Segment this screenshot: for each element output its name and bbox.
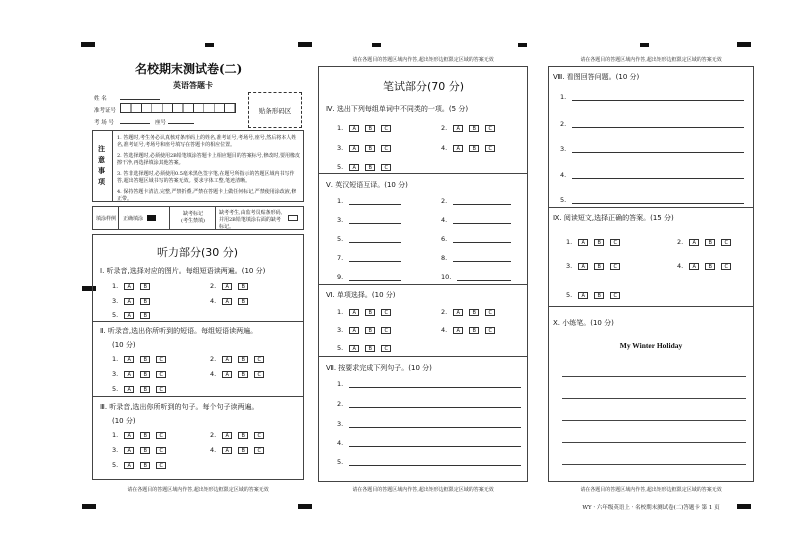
q-number: 1. xyxy=(112,431,119,439)
option-a[interactable]: A xyxy=(222,371,232,378)
listening-title: 听力部分(30 分) xyxy=(157,246,239,259)
option-a[interactable]: A xyxy=(349,345,359,352)
option-a[interactable]: A xyxy=(689,239,699,246)
answer-line[interactable] xyxy=(572,94,744,101)
option-c[interactable]: C xyxy=(381,309,391,316)
option-b[interactable]: B xyxy=(140,371,150,378)
option-b[interactable]: B xyxy=(365,309,375,316)
q-number: 8. xyxy=(441,254,448,262)
option-a[interactable]: A xyxy=(124,432,134,439)
answer-line[interactable] xyxy=(349,198,401,205)
q-number: 5. xyxy=(337,163,344,171)
q-number: 5. xyxy=(112,461,119,469)
sec6-heading: Ⅵ. 单项选择。(10 分) xyxy=(326,291,396,299)
timing-mark xyxy=(298,42,312,47)
q-number: 5. xyxy=(560,196,567,204)
option-a[interactable]: A xyxy=(124,312,134,319)
q-number: 1. xyxy=(112,355,119,363)
timing-mark xyxy=(372,43,381,47)
barcode-label: 贴条形码区 xyxy=(258,107,292,115)
note-item: 2. 答选择题时,必须使用2B铅笔填涂答题卡上相应题目的答案标号,修改时,要用橡皮擦干净,再选择填涂其他答案。 xyxy=(117,153,300,166)
barcode-area xyxy=(248,92,302,128)
option-c[interactable]: C xyxy=(254,356,264,363)
option-c[interactable]: C xyxy=(156,462,166,469)
fill-box xyxy=(92,206,304,230)
sec9-heading: Ⅸ. 阅读短文,选择正确的答案。(15 分) xyxy=(553,214,674,222)
notice-footer: 请在各题目的答题区域内作答,超出矩形边框限定区域的答案无效 xyxy=(127,487,269,493)
option-b[interactable]: B xyxy=(140,312,150,319)
timing-mark xyxy=(298,504,312,509)
writing-title: 笔试部分(70 分) xyxy=(383,80,465,93)
option-b[interactable]: B xyxy=(140,356,150,363)
option-b[interactable]: B xyxy=(594,263,604,270)
name-label: 姓 名 xyxy=(94,96,107,102)
option-b[interactable]: B xyxy=(238,356,248,363)
timing-mark xyxy=(205,43,214,47)
answer-line[interactable] xyxy=(453,198,511,205)
answer-line[interactable] xyxy=(572,172,744,179)
q-number: 2. xyxy=(210,282,217,290)
q-number: 9. xyxy=(337,273,344,281)
option-a[interactable]: A xyxy=(349,125,359,132)
q-number: 6. xyxy=(441,235,448,243)
answer-line[interactable] xyxy=(349,217,401,224)
sec1-heading: Ⅰ. 听录音,选择对应的图片。每组短语读两遍。(10 分) xyxy=(100,267,266,275)
q-number: 5. xyxy=(112,385,119,393)
option-a[interactable]: A xyxy=(453,145,463,152)
answer-line[interactable] xyxy=(453,236,511,243)
timing-mark xyxy=(737,42,751,47)
q-number: 1. xyxy=(337,380,344,388)
sec7-heading: Ⅶ. 按要求完成下列句子。(10 分) xyxy=(326,364,432,372)
option-a[interactable]: A xyxy=(222,283,232,290)
notice-footer: 请在各题目的答题区域内作答,超出矩形边框限定区域的答案无效 xyxy=(580,487,722,493)
q-number: 5. xyxy=(337,458,344,466)
q-number: 2. xyxy=(441,308,448,316)
q-number: 3. xyxy=(566,262,573,270)
answer-line[interactable] xyxy=(349,236,401,243)
option-c[interactable]: C xyxy=(381,145,391,152)
q-number: 4. xyxy=(677,262,684,270)
sec2-heading: Ⅱ. 听录音,选出你所听到的短语。每组短语读两遍。 xyxy=(100,327,258,335)
essay-line[interactable] xyxy=(562,442,746,443)
seat-no-field[interactable] xyxy=(168,116,194,124)
option-a[interactable]: A xyxy=(453,327,463,334)
option-a[interactable]: A xyxy=(222,298,232,305)
q-number: 4. xyxy=(337,439,344,447)
option-a[interactable]: A xyxy=(453,309,463,316)
note-item: 3. 答非选择题时,必须使用0.5毫米黑色签字笔,在题号所指示的答题区域内书写作答,超出答题区域书写的答案无效。要求字体工整,笔迹清晰。 xyxy=(117,171,295,184)
essay-line[interactable] xyxy=(562,376,746,377)
q-number: 5. xyxy=(112,311,119,319)
absent-label: 缺考标记 (考生禁填) xyxy=(181,211,205,224)
q-number: 1. xyxy=(566,238,573,246)
q-number: 5. xyxy=(337,344,344,352)
option-a[interactable]: A xyxy=(124,283,134,290)
option-a[interactable]: A xyxy=(124,386,134,393)
page-subtitle: 英语答题卡 xyxy=(173,80,213,90)
option-a[interactable]: A xyxy=(124,371,134,378)
option-c[interactable]: C xyxy=(485,309,495,316)
option-c[interactable]: C xyxy=(156,447,166,454)
option-b[interactable]: B xyxy=(238,283,248,290)
option-c[interactable]: C xyxy=(610,239,620,246)
q-number: 4. xyxy=(210,297,217,305)
option-b[interactable]: B xyxy=(365,327,375,334)
q-number: 1. xyxy=(560,93,567,101)
option-c[interactable]: C xyxy=(381,164,391,171)
absent-mark-box[interactable] xyxy=(288,215,298,221)
option-c[interactable]: C xyxy=(485,125,495,132)
option-a[interactable]: A xyxy=(124,447,134,454)
option-b[interactable]: B xyxy=(140,432,150,439)
option-b[interactable]: B xyxy=(238,298,248,305)
option-c[interactable]: C xyxy=(610,292,620,299)
option-c[interactable]: C xyxy=(381,345,391,352)
option-c[interactable]: C xyxy=(610,263,620,270)
option-c[interactable]: C xyxy=(156,371,166,378)
name-field[interactable] xyxy=(120,92,160,100)
sec4-heading: Ⅳ. 选出下列每组单词中不同类的一项。(5 分) xyxy=(326,105,469,113)
option-b[interactable]: B xyxy=(705,263,715,270)
q-number: 1. xyxy=(337,308,344,316)
sec3-heading: Ⅲ. 听录音,选出你所听到的句子。每个句子读两遍。 xyxy=(100,403,259,411)
option-c[interactable]: C xyxy=(721,263,731,270)
seat-field[interactable] xyxy=(120,116,150,124)
essay-line[interactable] xyxy=(562,464,746,465)
q-number: 1. xyxy=(337,197,344,205)
q-number: 2. xyxy=(560,120,567,128)
option-a[interactable]: A xyxy=(453,125,463,132)
option-b[interactable]: B xyxy=(469,309,479,316)
note-item: 1. 答题时,考生务必认真核对条形码上的姓名,准考证号,考场号,座号,然后将本人姓名,准考证号,考场号和座号填写在答题卡的相应位置。 xyxy=(117,135,297,148)
option-c[interactable]: C xyxy=(156,356,166,363)
option-a[interactable]: A xyxy=(349,145,359,152)
option-a[interactable]: A xyxy=(349,164,359,171)
note-item: 4. 保持答题卡清洁,完整,严禁折叠,严禁在答题卡上做任何标记,严禁使用涂改液,修正带。 xyxy=(117,189,297,202)
q-number: 3. xyxy=(112,446,119,454)
option-c[interactable]: C xyxy=(381,125,391,132)
q-number: 2. xyxy=(441,124,448,132)
option-a[interactable]: A xyxy=(578,239,588,246)
fill-correct-label: 正确填涂 xyxy=(123,216,144,222)
exam-no-boxes[interactable] xyxy=(120,103,236,113)
timing-mark xyxy=(640,43,649,47)
notice-header: 请在各题目的答题区域内作答,超出矩形边框限定区域的答案无效 xyxy=(580,57,722,63)
option-a[interactable]: A xyxy=(222,432,232,439)
essay-title: My Winter Holiday xyxy=(619,341,683,350)
q-number: 4. xyxy=(441,216,448,224)
q-number: 2. xyxy=(210,355,217,363)
option-b[interactable]: B xyxy=(365,125,375,132)
option-b[interactable]: B xyxy=(594,239,604,246)
answer-line[interactable] xyxy=(349,440,521,447)
option-a[interactable]: A xyxy=(124,462,134,469)
option-b[interactable]: B xyxy=(469,145,479,152)
answer-line[interactable] xyxy=(453,255,511,262)
q-number: 7. xyxy=(337,254,344,262)
answer-line[interactable] xyxy=(349,459,521,466)
option-c[interactable]: C xyxy=(381,327,391,334)
notes-title: 注意事项 xyxy=(98,144,105,186)
seat-label: 考 场 号 xyxy=(94,120,114,126)
option-c[interactable]: C xyxy=(485,327,495,334)
option-a[interactable]: A xyxy=(349,309,359,316)
q-number: 3. xyxy=(112,370,119,378)
q-number: 3. xyxy=(337,144,344,152)
answer-line[interactable] xyxy=(457,274,511,281)
option-b[interactable]: B xyxy=(469,125,479,132)
filled-sample-mark xyxy=(147,215,156,221)
essay-line[interactable] xyxy=(562,398,746,399)
exam-no-label: 准考证号 xyxy=(94,108,117,114)
option-a[interactable]: A xyxy=(578,292,588,299)
option-b[interactable]: B xyxy=(365,345,375,352)
q-number: 10. xyxy=(441,273,452,281)
option-b[interactable]: B xyxy=(140,298,150,305)
notice-header: 请在各题目的答题区域内作答,超出矩形边框限定区域的答案无效 xyxy=(352,57,494,63)
option-b[interactable]: B xyxy=(140,447,150,454)
sec10-heading: Ⅹ. 小练笔。(10 分) xyxy=(553,319,614,327)
option-c[interactable]: C xyxy=(254,447,264,454)
q-number: 2. xyxy=(337,400,344,408)
notice-footer: 请在各题目的答题区域内作答,超出矩形边框限定区域的答案无效 xyxy=(352,487,494,493)
option-c[interactable]: C xyxy=(254,432,264,439)
q-number: 4. xyxy=(560,171,567,179)
q-number: 1. xyxy=(112,282,119,290)
essay-line[interactable] xyxy=(562,420,746,421)
option-c[interactable]: C xyxy=(156,432,166,439)
option-b[interactable]: B xyxy=(365,145,375,152)
q-number: 2. xyxy=(677,238,684,246)
q-number: 1. xyxy=(337,124,344,132)
q-number: 3. xyxy=(337,216,344,224)
option-c[interactable]: C xyxy=(254,371,264,378)
q-number: 3. xyxy=(337,420,344,428)
option-a[interactable]: A xyxy=(222,447,232,454)
option-b[interactable]: B xyxy=(594,292,604,299)
q-number: 4. xyxy=(210,446,217,454)
answer-line[interactable] xyxy=(349,401,521,408)
q-number: 3. xyxy=(112,297,119,305)
option-b[interactable]: B xyxy=(238,371,248,378)
q-number: 4. xyxy=(210,370,217,378)
answer-line[interactable] xyxy=(453,217,511,224)
option-a[interactable]: A xyxy=(349,327,359,334)
page-title: 名校期末测试卷(二) xyxy=(135,62,243,76)
option-b[interactable]: B xyxy=(238,447,248,454)
option-a[interactable]: A xyxy=(124,298,134,305)
page-footer: WY · 六年级英语上 · 名校期末测试卷(二)答题卡 第 1 页 xyxy=(582,505,720,511)
option-b[interactable]: B xyxy=(140,462,150,469)
q-number: 5. xyxy=(566,291,573,299)
q-number: 4. xyxy=(441,326,448,334)
q-number: 2. xyxy=(210,431,217,439)
option-a[interactable]: A xyxy=(689,263,699,270)
option-b[interactable]: B xyxy=(705,239,715,246)
sec2-score: (10 分) xyxy=(112,341,136,349)
answer-line[interactable] xyxy=(349,255,401,262)
absent-note: 缺考考生,由监考员贴条形码,并用2B铅笔填涂右面的缺考标记。 xyxy=(219,210,283,230)
option-a[interactable]: A xyxy=(124,356,134,363)
option-c[interactable]: C xyxy=(485,145,495,152)
timing-mark xyxy=(518,43,527,47)
option-a[interactable]: A xyxy=(222,356,232,363)
answer-line[interactable] xyxy=(572,197,744,204)
q-number: 5. xyxy=(337,235,344,243)
option-b[interactable]: B xyxy=(140,283,150,290)
answer-line[interactable] xyxy=(349,274,401,281)
fill-example-label: 填涂样例 xyxy=(96,216,117,222)
timing-mark xyxy=(82,504,96,509)
seat-no-label: 座号 xyxy=(155,120,167,126)
answer-line[interactable] xyxy=(349,421,521,428)
q-number: 2. xyxy=(441,197,448,205)
option-a[interactable]: A xyxy=(578,263,588,270)
option-b[interactable]: B xyxy=(365,164,375,171)
answer-line[interactable] xyxy=(349,381,521,388)
sec3-score: (10 分) xyxy=(112,417,136,425)
option-b[interactable]: B xyxy=(140,386,150,393)
answer-line[interactable] xyxy=(572,146,744,153)
option-c[interactable]: C xyxy=(156,386,166,393)
sec5-heading: Ⅴ. 英汉短语互译。(10 分) xyxy=(326,181,408,189)
notes-box xyxy=(92,130,304,202)
q-number: 3. xyxy=(560,145,567,153)
q-number: 4. xyxy=(441,144,448,152)
sec8-heading: Ⅷ. 看图回答问题。(10 分) xyxy=(553,73,640,81)
option-c[interactable]: C xyxy=(721,239,731,246)
option-b[interactable]: B xyxy=(238,432,248,439)
timing-mark xyxy=(81,42,95,47)
option-b[interactable]: B xyxy=(469,327,479,334)
answer-line[interactable] xyxy=(572,121,744,128)
q-number: 3. xyxy=(337,326,344,334)
